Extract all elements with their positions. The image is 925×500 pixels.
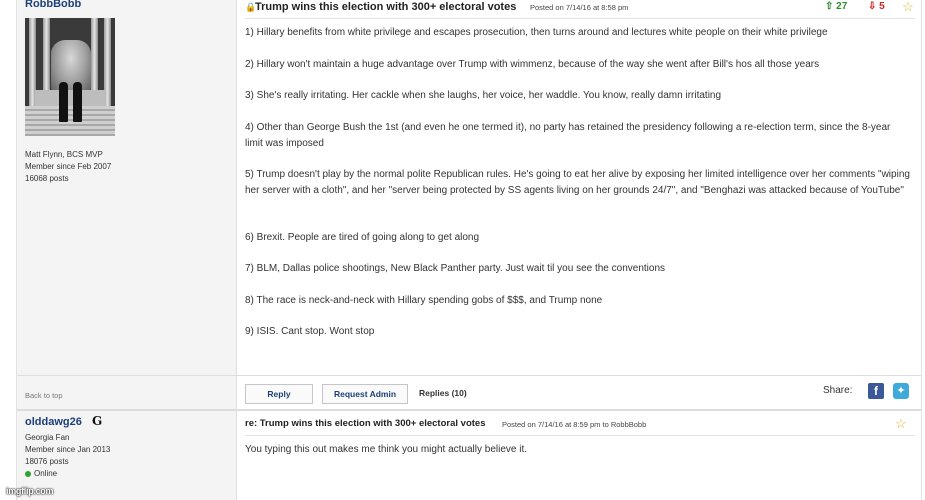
divider	[17, 375, 921, 376]
post-content	[237, 0, 921, 410]
upvote-count: 27	[836, 1, 848, 12]
reply-author-username[interactable]: olddawg26	[25, 416, 82, 428]
reply-content	[237, 411, 921, 500]
reply-button[interactable]: Reply	[245, 384, 313, 404]
online-dot-icon	[25, 471, 31, 477]
member-since: Member since Feb 2007	[25, 162, 112, 171]
thread-container	[16, 0, 922, 500]
post-timestamp: Posted on 7/14/16 at 8:58 pm	[530, 3, 629, 12]
lock-icon: 🔒	[245, 2, 257, 12]
upvote-button[interactable]	[825, 1, 847, 12]
post-body-line: 1) Hillary benefits from white privilege and escapes prosecution, then turns around and lectures white people on their white privilege	[245, 27, 828, 38]
thumb-up-icon: ⇧	[825, 1, 834, 12]
back-to-top-link[interactable]: Back to top	[25, 391, 63, 400]
post-body-line: 4) Other than George Bush the 1st (and even he one termed it), no party has retained the presidency following a re-election term, since the 8-year limit was imposed	[245, 122, 891, 149]
thumb-down-icon: ⇩	[868, 1, 877, 12]
post-body-line: 2) Hillary won't maintain a huge advantage over Trump with wimmenz, because of the way she went after Bill's hos all those years	[245, 59, 820, 70]
post-body-line: 3) She's really irritating. Her cackle when she laughs, her voice, her waddle. You know, really damn irritating	[245, 90, 722, 101]
share-label: Share:	[823, 385, 853, 396]
reply-body: You typing this out makes me think you might actually believe it.	[245, 444, 528, 455]
facebook-icon[interactable]: f	[868, 383, 884, 399]
online-status	[25, 469, 57, 478]
star-icon[interactable]: ☆	[895, 416, 907, 431]
team-logo-icon: G	[92, 414, 103, 428]
replies-link[interactable]: Replies (10)	[419, 388, 467, 398]
post-header	[245, 0, 915, 19]
post-count: 16068 posts	[25, 174, 69, 183]
reply-post-count: 18076 posts	[25, 457, 69, 466]
post-body-line: 7) BLM, Dallas police shootings, New Black Panther party. Just wait til you see the conventions	[245, 263, 666, 274]
reply-member-since: Member since Jan 2013	[25, 445, 111, 454]
post-title[interactable]: Trump wins this election with 300+ electoral votes	[255, 1, 517, 13]
post-body-line: 5) Trump doesn't play by the normal polite Republican rules. He's going to eat her alive by exposing her limited intelligence over her comments "wiping her server with a cloth", and her "server being protected by SS agents living on her grounds 24/7", and "Benghazi was attacked because of YouTube"	[245, 169, 910, 196]
post-body-line: 6) Brexit. People are tired of going along to get along	[245, 232, 480, 243]
author-title: Matt Flynn, BCS MVP	[25, 150, 103, 159]
post-author-panel	[17, 0, 237, 410]
author-username[interactable]: RobbBobb	[25, 0, 82, 10]
reply-author-title: Georgia Fan	[25, 433, 70, 442]
online-status-label: Online	[34, 469, 58, 478]
avatar[interactable]	[25, 18, 115, 136]
downvote-count: 5	[879, 1, 885, 12]
divider	[245, 435, 915, 436]
post-body-line: 9) ISIS. Cant stop. Wont stop	[245, 326, 375, 337]
reply-title[interactable]: re: Trump wins this election with 300+ electoral votes	[245, 418, 486, 429]
watermark: imgflip.com	[6, 486, 54, 496]
reply-timestamp: Posted on 7/14/16 at 8:59 pm to RobbBobb	[502, 420, 647, 429]
twitter-icon[interactable]: ✦	[893, 383, 909, 399]
star-icon[interactable]: ☆	[902, 0, 914, 14]
request-admin-button[interactable]: Request Admin	[322, 384, 408, 404]
post-body-line: 8) The race is neck-and-neck with Hillary spending gobs of $$$, and Trump none	[245, 295, 603, 306]
downvote-button[interactable]	[868, 1, 885, 12]
